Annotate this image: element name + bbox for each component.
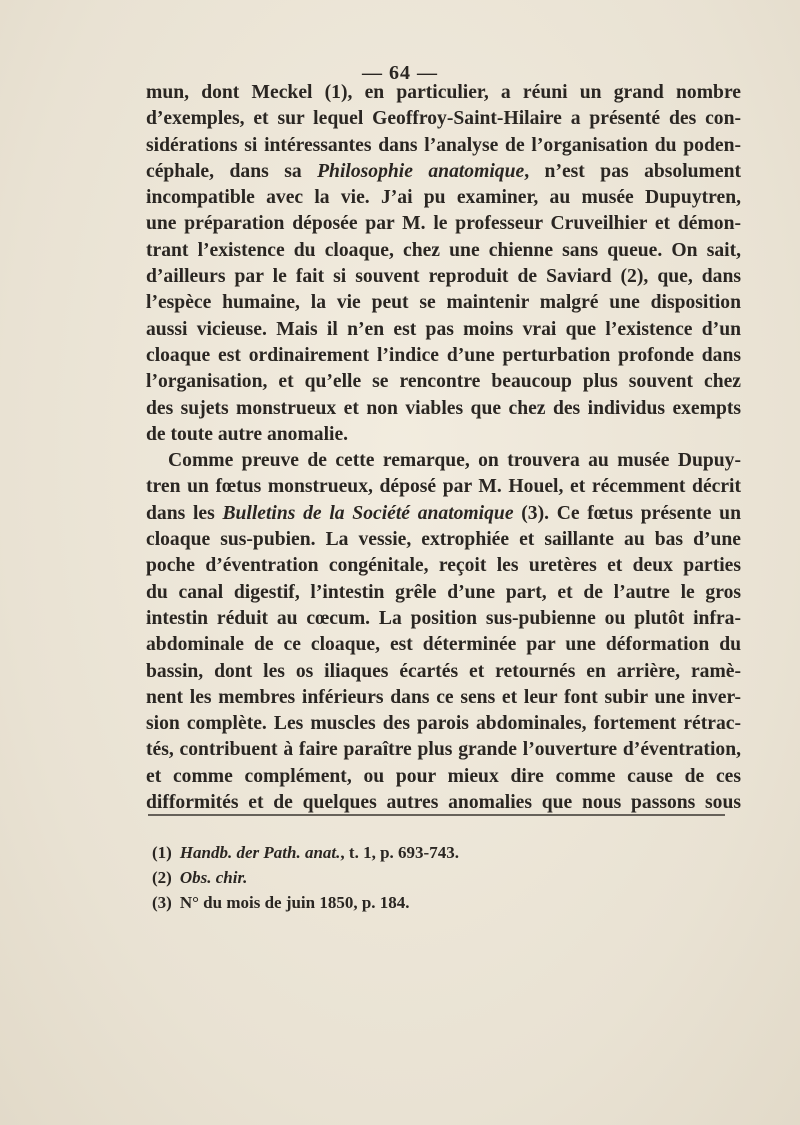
- text-line: sion complète. Les muscles des parois abdominales, fortement rétrac-: [146, 713, 741, 735]
- footnote-number: (1): [152, 843, 172, 862]
- text-line: cloaque sus-pubien. La vessie, extrophiée et saillante au bas d’une: [146, 529, 741, 551]
- text-line: d’ailleurs par le fait si souvent reproduit de Saviard (2), que, dans: [146, 266, 741, 288]
- text-line: poche d’éventration congénitale, reçoit les uretères et deux parties: [146, 555, 741, 577]
- footnote: [152, 890, 712, 915]
- text-line: tés, contribuent à faire paraître plus grande l’ouverture d’éventration,: [146, 739, 741, 761]
- text-line: l’espèce humaine, la vie peut se maintenir malgré une disposition: [146, 292, 741, 314]
- text-line: d’exemples, et sur lequel Geoffroy-Saint-Hilaire a présenté des con-: [146, 108, 741, 130]
- text-line: du canal digestif, l’intestin grêle d’une part, et de l’autre le gros: [146, 581, 741, 603]
- text-line: bassin, dont les os iliaques écartés et retournés en arrière, ramè-: [146, 660, 741, 682]
- italic-title: Philosophie anatomique: [317, 160, 525, 182]
- text-line: trant l’existence du cloaque, chez une chienne sans queue. On sait,: [146, 239, 741, 261]
- footnote-number: (3): [152, 893, 172, 912]
- footnote-number: (2): [152, 868, 172, 887]
- text-line: [146, 159, 741, 185]
- page-number: — 64 —: [362, 62, 438, 84]
- text-line: sidérations si intéressantes dans l’analyse de l’organisation du poden-: [146, 134, 741, 156]
- text-line: intestin réduit au cœcum. La position sus-pubienne ou plutôt infra-: [146, 607, 741, 629]
- text-line: cloaque est ordinairement l’indice d’une perturbation profonde dans: [146, 344, 741, 366]
- footnote: [152, 840, 712, 865]
- footnote-separator: [148, 814, 725, 816]
- text-line: aussi vicieuse. Mais il n’en est pas moins vrai que l’existence d’un: [146, 318, 741, 340]
- text-line: des sujets monstrueux et non viables que chez des individus exempts: [146, 397, 741, 419]
- text-line: mun, dont Meckel (1), en particulier, a réuni un grand nombre: [146, 82, 741, 103]
- text-line: abdominale de ce cloaque, est déterminée par une déformation du: [146, 634, 741, 656]
- text-run: (3). Ce fœtus présente un: [513, 502, 741, 524]
- text-line: nent les membres inférieurs dans ce sens et leur font subir une inver-: [146, 686, 741, 708]
- text-line: tren un fœtus monstrueux, déposé par M. Houel, et récemment décrit: [146, 476, 741, 498]
- text-line: une préparation déposée par M. le professeur Cruveilhier et démon-: [146, 213, 741, 235]
- footnote: [152, 865, 712, 890]
- text-run: dans les: [146, 502, 223, 524]
- body-text: [146, 80, 741, 816]
- footnote-citation-title: Obs. chir.: [179, 868, 248, 887]
- text-run: , n’est pas absolument: [524, 160, 741, 182]
- footnote-text: , t. 1, p. 693-743.: [340, 843, 459, 862]
- text-line: difformités et de quelques autres anomalies que nous passons sous: [146, 792, 741, 814]
- text-line: l’organisation, et qu’elle se rencontre beaucoup plus souvent chez: [146, 371, 741, 393]
- text-line: et comme complément, ou pour mieux dire comme cause de ces: [146, 765, 741, 787]
- text-run: céphale, dans sa: [146, 160, 318, 182]
- footnote-citation-title: Handb. der Path. anat.: [179, 843, 341, 862]
- italic-title: Bulletins de la Société anatomique: [222, 502, 514, 524]
- footnote-text: N° du mois de juin 1850, p. 184.: [179, 893, 410, 912]
- text-line: [146, 501, 741, 527]
- text-line: de toute autre anomalie.: [146, 423, 349, 445]
- footnotes: [152, 840, 712, 915]
- text-line: Comme preuve de cette remarque, on trouvera au musée Dupuy-: [168, 450, 741, 472]
- text-line: incompatible avec la vie. J’ai pu examiner, au musée Dupuytren,: [146, 187, 741, 209]
